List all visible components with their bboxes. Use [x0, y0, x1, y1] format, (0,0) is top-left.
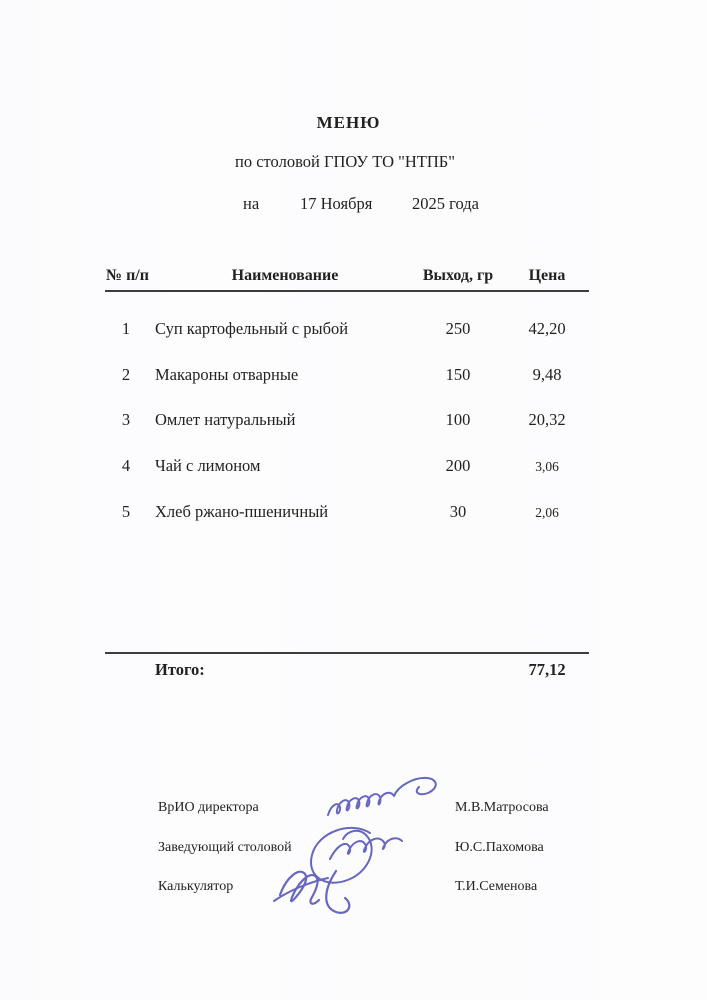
signature-name: Ю.С.Пахомова [455, 840, 544, 855]
table-header-row [0, 267, 707, 287]
total-row [0, 660, 707, 682]
table-row [0, 502, 707, 524]
signature-stroke-scribble [330, 838, 402, 859]
dish-name: Чай с лимоном [155, 456, 261, 475]
dish-name: Хлеб ржано-пшеничный [155, 502, 329, 521]
signature-stroke-tail [326, 871, 349, 913]
document-title: МЕНЮ [316, 113, 381, 132]
row-number: 4 [121, 456, 131, 475]
column-header-number: № п/п [106, 267, 149, 284]
dish-price: 20,32 [528, 410, 566, 429]
total-value: 77,12 [528, 660, 566, 679]
dish-price: 9,48 [532, 365, 562, 384]
dish-price: 42,20 [528, 319, 566, 338]
table-row [0, 456, 707, 478]
table-row [0, 365, 707, 387]
signature-stroke-loop [311, 828, 372, 883]
signature-stroke-top [328, 778, 436, 815]
dish-weight: 30 [449, 502, 467, 521]
date-day-month: 17 Ноября [300, 194, 373, 213]
row-number: 1 [121, 319, 131, 338]
dish-weight: 200 [445, 456, 471, 475]
dish-price: 2,06 [535, 505, 559, 520]
column-header-weight: Выход, гр [422, 267, 494, 284]
document-date-line [0, 194, 707, 214]
table-row [0, 319, 707, 341]
signature-role: Калькулятор [158, 879, 234, 894]
signature-role: Заведующий столовой [158, 840, 292, 855]
dish-weight: 250 [445, 319, 471, 338]
table-row [0, 410, 707, 432]
dish-price: 3,06 [535, 459, 559, 474]
signature-role: ВрИО директора [158, 800, 259, 815]
header-divider-line [105, 290, 589, 292]
dish-weight: 100 [445, 410, 471, 429]
dish-weight: 150 [445, 365, 471, 384]
date-prefix: на [243, 194, 260, 213]
signature-name: Т.И.Семенова [455, 879, 538, 894]
column-header-name: Наименование [231, 267, 339, 284]
row-number: 5 [121, 502, 131, 521]
dish-name: Суп картофельный с рыбой [155, 319, 349, 338]
handwritten-signature-ink [268, 765, 458, 915]
column-header-price: Цена [528, 267, 566, 284]
document-subtitle: по столовой ГПОУ ТО "НТПБ" [235, 152, 455, 171]
total-label: Итого: [155, 660, 205, 679]
row-number: 3 [121, 410, 131, 429]
row-number: 2 [121, 365, 131, 384]
dish-name: Омлет натуральный [155, 410, 296, 429]
date-year: 2025 года [412, 194, 479, 213]
dish-name: Макароны отварные [155, 365, 299, 384]
total-divider-line [105, 652, 589, 654]
signature-name: М.В.Матросова [455, 800, 549, 815]
